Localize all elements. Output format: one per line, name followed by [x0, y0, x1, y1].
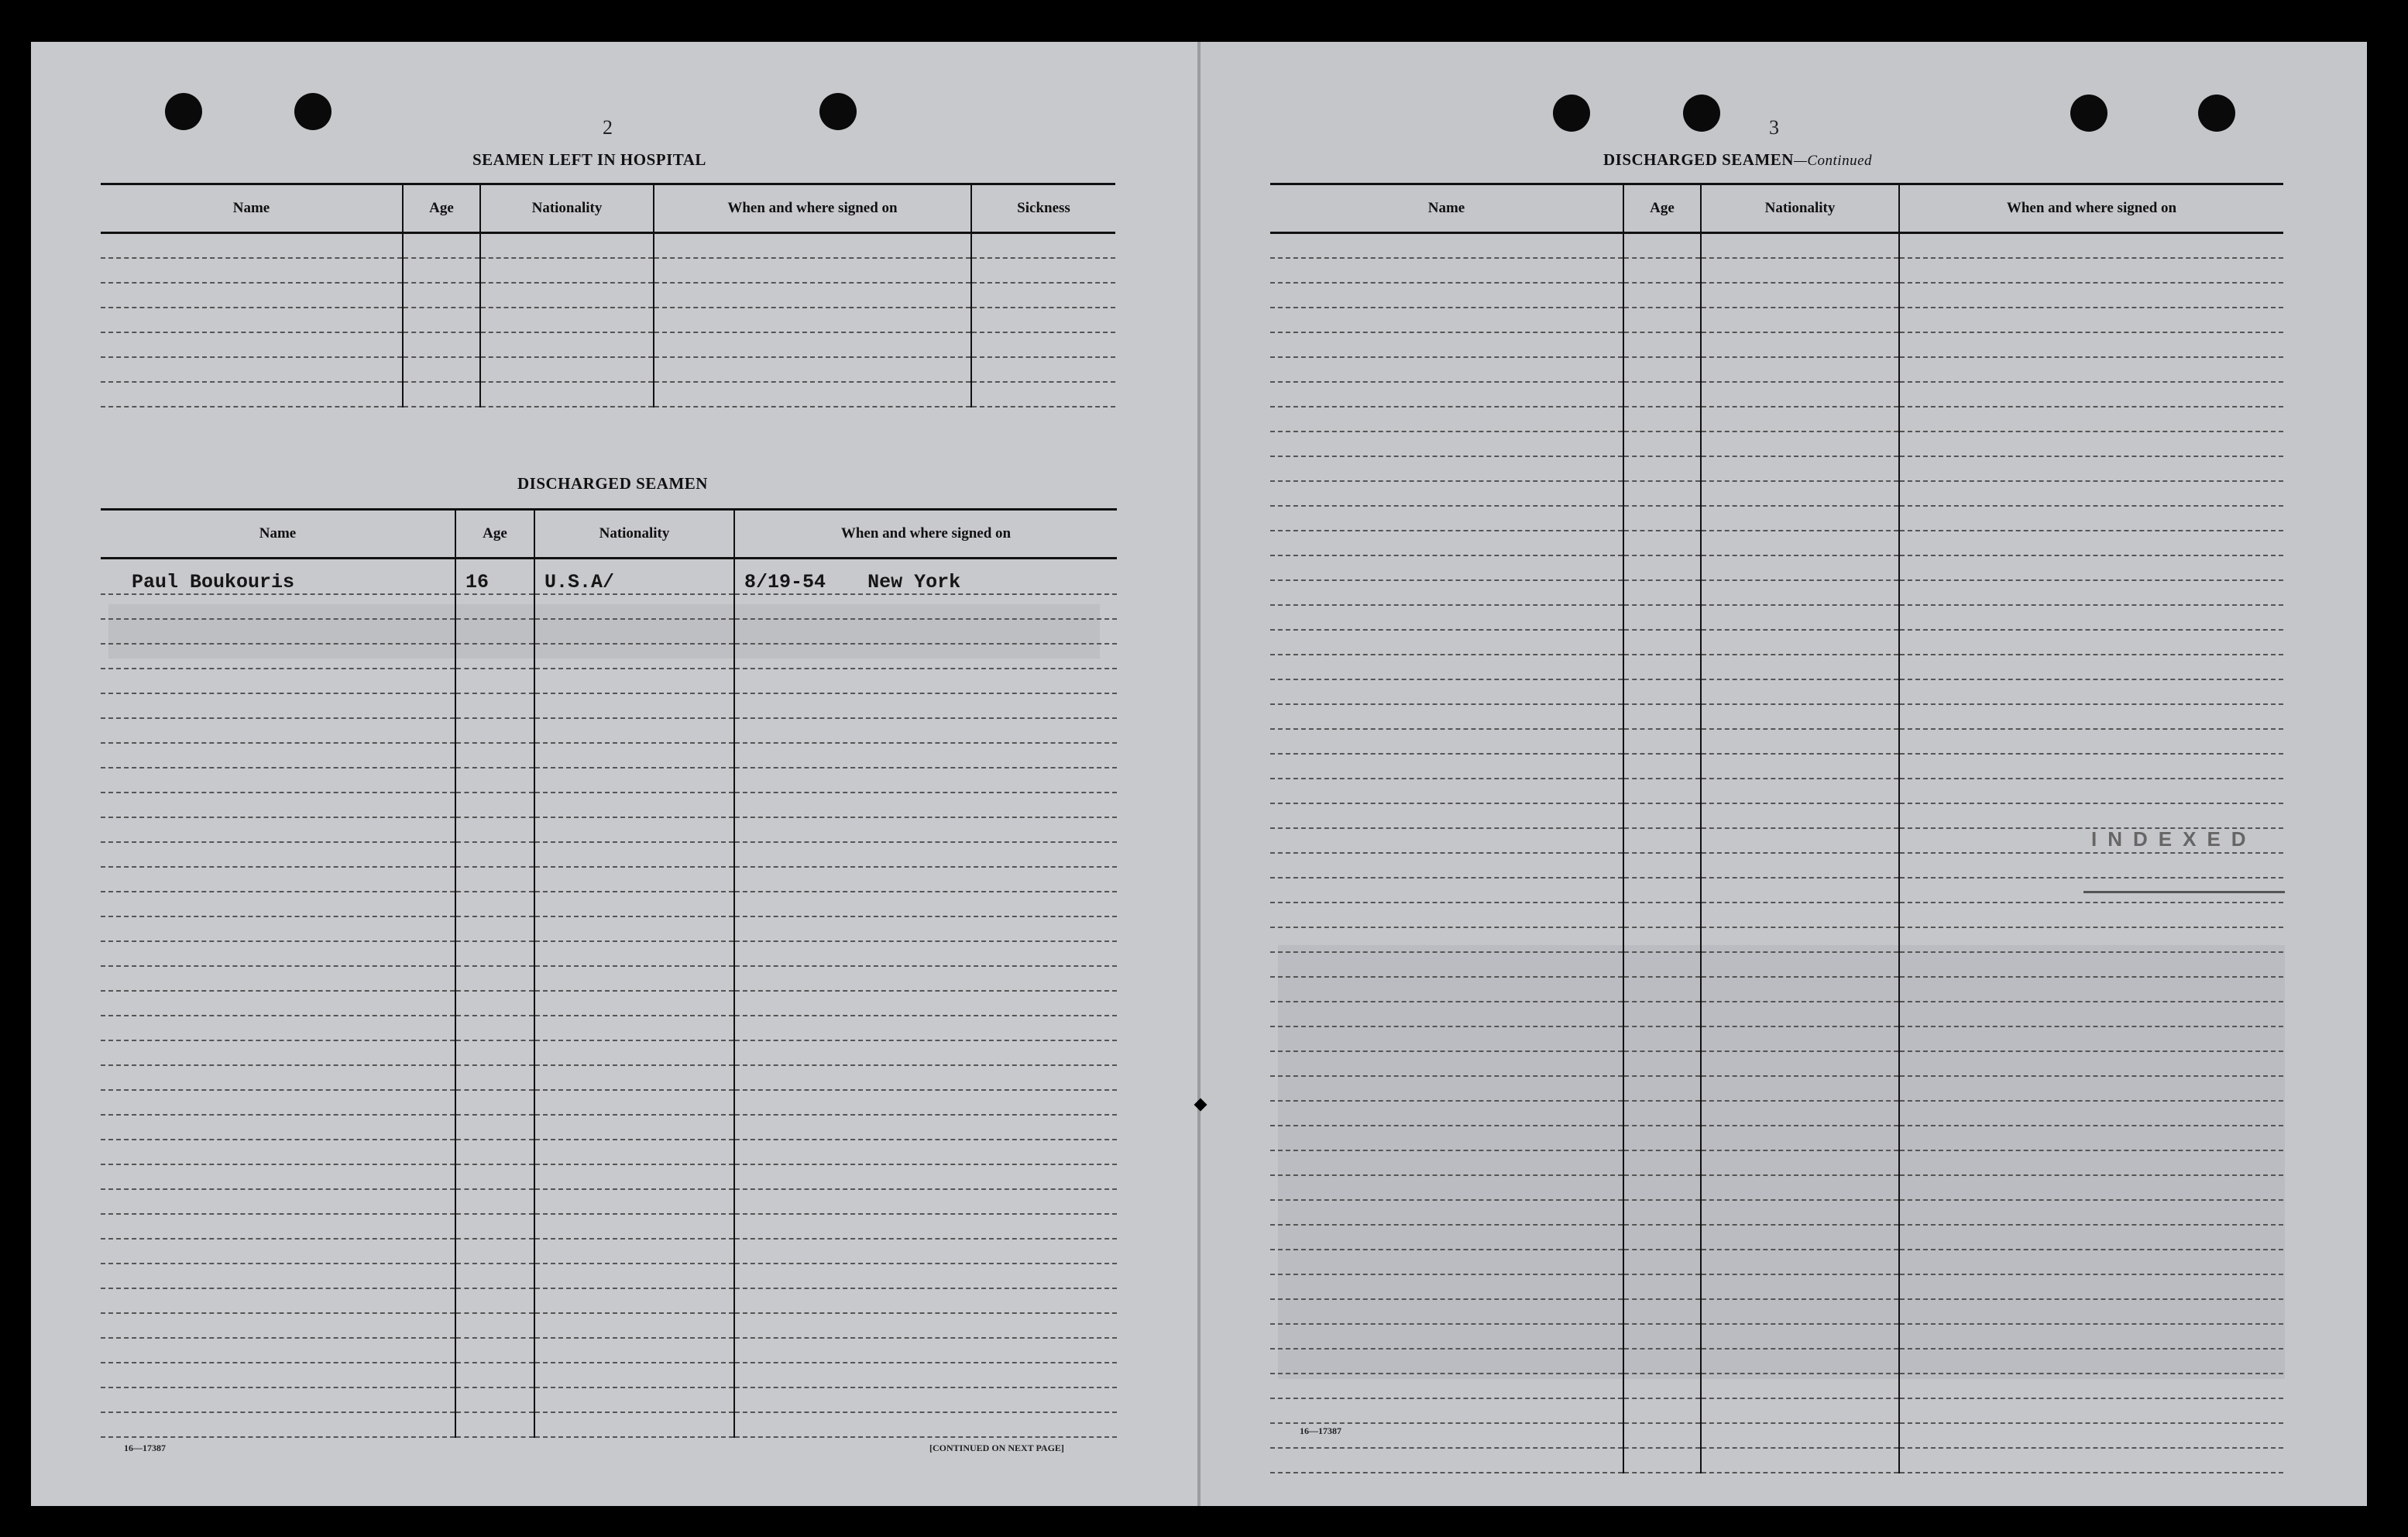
table-row: [101, 693, 1117, 718]
table-row: [1270, 952, 2283, 977]
table-row: [1270, 1398, 2283, 1423]
table-row: [1270, 1076, 2283, 1101]
punch-hole: [1553, 95, 1590, 132]
table-row: [101, 1264, 1117, 1288]
table-row: [1270, 853, 2283, 878]
table-row: [1270, 1101, 2283, 1126]
column-header-sickness: Sickness: [971, 184, 1115, 233]
column-header-age: Age: [403, 184, 480, 233]
table-row: [101, 1214, 1117, 1239]
table-row: [1270, 1299, 2283, 1324]
table-row: [101, 283, 1115, 308]
table-row: [101, 842, 1117, 867]
column-header-nationality: Nationality: [1701, 184, 1899, 233]
table-row: [101, 1313, 1117, 1338]
table-row: [101, 1065, 1117, 1090]
table-row: [1270, 1349, 2283, 1374]
table-row: [101, 991, 1117, 1016]
table-row: [101, 1115, 1117, 1140]
table-row: [1270, 382, 2283, 407]
punch-hole: [2198, 95, 2235, 132]
form-number: 16—17387: [124, 1442, 166, 1453]
table-row: [1270, 878, 2283, 903]
page-number: 3: [1769, 116, 1779, 139]
punch-hole: [294, 93, 331, 130]
table-row: [101, 594, 1117, 619]
table-row: [101, 941, 1117, 966]
right-section-title: [1603, 150, 1872, 170]
table-row: [1270, 258, 2283, 283]
punch-hole: [165, 93, 202, 130]
table-row: [101, 1090, 1117, 1115]
seaman-age: 16: [455, 559, 534, 595]
seaman-nationality: U.S.A/: [534, 559, 734, 595]
table-row: [101, 793, 1117, 817]
table-row: [1270, 531, 2283, 555]
table-row: [1270, 1150, 2283, 1175]
column-header-signed-on: When and where signed on: [734, 510, 1117, 559]
punch-hole: [819, 93, 857, 130]
column-header-nationality: Nationality: [534, 510, 734, 559]
table-row: [1270, 1026, 2283, 1051]
table-row: [1270, 704, 2283, 729]
table-row: [101, 892, 1117, 916]
table-row: [1270, 1225, 2283, 1250]
table-row: [101, 332, 1115, 357]
table-row: [101, 308, 1115, 332]
table-row: [1270, 1274, 2283, 1299]
hospital-table: [101, 183, 1115, 407]
signed-on-date: 8/19-54: [744, 571, 826, 593]
table-row: [101, 1040, 1117, 1065]
column-header-name: Name: [101, 510, 455, 559]
table-row: [101, 718, 1117, 743]
column-header-age: Age: [1623, 184, 1701, 233]
table-row: [1270, 481, 2283, 506]
title-main: DISCHARGED SEAMEN: [1603, 150, 1794, 169]
table-row: [1270, 605, 2283, 630]
table-row: [1270, 655, 2283, 679]
table-row: [101, 1412, 1117, 1437]
hospital-section-title: SEAMEN LEFT IN HOSPITAL: [472, 150, 706, 169]
table-row: [101, 669, 1117, 693]
table-row: [101, 1164, 1117, 1189]
table-row: [1270, 1423, 2283, 1448]
form-number: 16—17387: [1300, 1425, 1341, 1436]
table-row: [1270, 1374, 2283, 1398]
seaman-signed-on: [734, 559, 1117, 595]
signed-on-place: New York: [867, 571, 961, 593]
punch-hole: [1683, 95, 1720, 132]
column-header-age: Age: [455, 510, 534, 559]
table-row: [101, 1189, 1117, 1214]
table-row: [1270, 357, 2283, 382]
indexed-stamp: INDEXED: [2091, 827, 2257, 851]
table-row: [101, 1387, 1117, 1412]
table-row: [101, 1016, 1117, 1040]
continued-note: [CONTINUED ON NEXT PAGE]: [929, 1442, 1064, 1453]
table-row: [101, 559, 1117, 595]
table-row: [101, 357, 1115, 382]
column-header-name: Name: [101, 184, 403, 233]
table-row: [1270, 1126, 2283, 1150]
table-row: [1270, 779, 2283, 803]
table-row: [101, 1338, 1117, 1363]
table-row: [1270, 1448, 2283, 1473]
table-row: [1270, 729, 2283, 754]
column-header-signed-on: When and where signed on: [654, 184, 971, 233]
table-row: [101, 1239, 1117, 1264]
table-row: [1270, 1200, 2283, 1225]
table-row: [1270, 456, 2283, 481]
seaman-name: Paul Boukouris: [101, 559, 455, 595]
table-row: [1270, 754, 2283, 779]
table-row: [1270, 432, 2283, 456]
discharged-section-title: DISCHARGED SEAMEN: [517, 474, 708, 493]
table-row: [101, 1288, 1117, 1313]
table-row: [1270, 283, 2283, 308]
column-header-name: Name: [1270, 184, 1623, 233]
table-row: [1270, 630, 2283, 655]
column-header-nationality: Nationality: [480, 184, 654, 233]
table-row: [1270, 555, 2283, 580]
table-row: [1270, 580, 2283, 605]
table-row: [101, 966, 1117, 991]
table-row: [101, 867, 1117, 892]
table-row: [101, 619, 1117, 644]
table-row: [1270, 1250, 2283, 1274]
table-row: [101, 1140, 1117, 1164]
table-row: [1270, 308, 2283, 332]
table-row: [1270, 233, 2283, 259]
table-row: [1270, 1002, 2283, 1026]
page-fold: [1197, 42, 1201, 1506]
column-header-signed-on: When and where signed on: [1899, 184, 2283, 233]
table-row: [1270, 927, 2283, 952]
table-row: [101, 644, 1117, 669]
table-row: [1270, 332, 2283, 357]
table-row: [101, 1363, 1117, 1387]
title-continued: —Continued: [1793, 153, 1873, 169]
table-row: [101, 382, 1115, 407]
table-row: [1270, 977, 2283, 1002]
table-row: [101, 743, 1117, 768]
table-row: [1270, 407, 2283, 432]
table-row: [1270, 903, 2283, 927]
table-row: [1270, 1324, 2283, 1349]
table-row: [101, 258, 1115, 283]
table-row: [1270, 1051, 2283, 1076]
table-row: [101, 916, 1117, 941]
discharged-table: [101, 508, 1117, 1438]
punch-hole: [2070, 95, 2107, 132]
stamp-underline: [2083, 891, 2285, 893]
table-row: [101, 768, 1117, 793]
table-row: [1270, 679, 2283, 704]
page-number: 2: [603, 116, 613, 139]
table-row: [101, 233, 1115, 259]
table-row: [1270, 1175, 2283, 1200]
table-row: [1270, 803, 2283, 828]
table-row: [1270, 506, 2283, 531]
table-row: [101, 817, 1117, 842]
